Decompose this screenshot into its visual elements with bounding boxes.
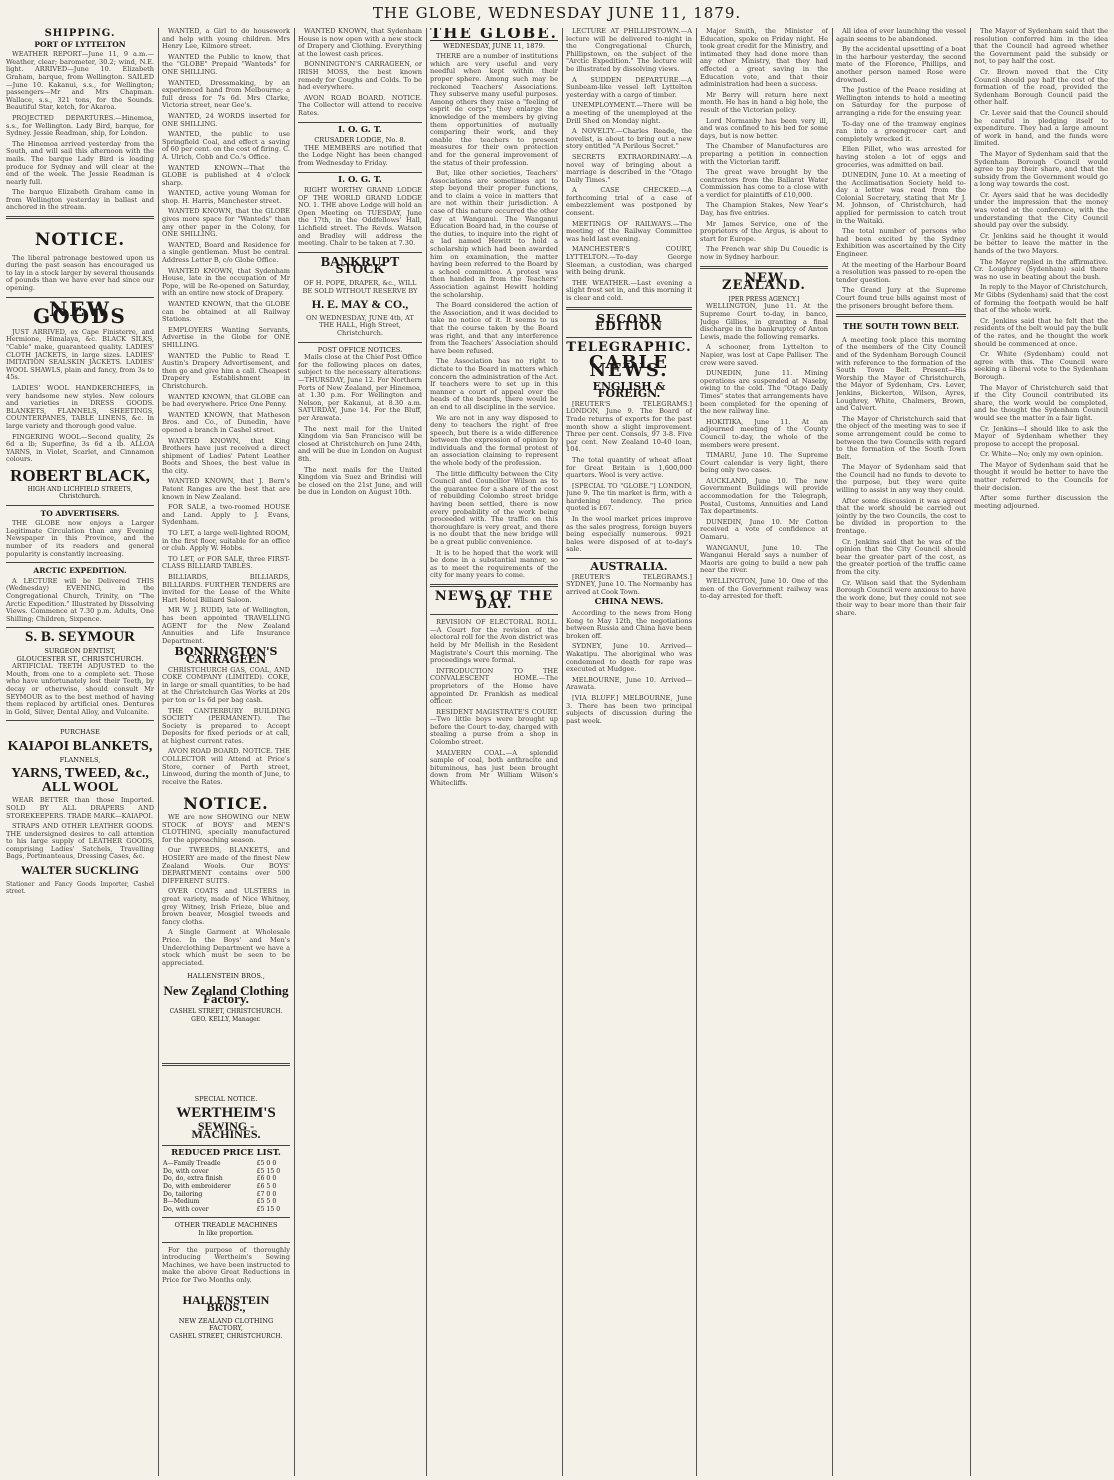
- crusader-text: THE MEMBERS are notified that the Lodge Night has been changed from Wednesday to Friday.: [298, 143, 422, 167]
- divider: [836, 314, 966, 317]
- divider: [298, 122, 422, 123]
- shipping-heading: SHIPPING.: [44, 28, 116, 39]
- sewing-heading: SEWING - MACHINES.: [191, 1119, 261, 1142]
- purchase-label: PURCHASE: [60, 728, 100, 737]
- clothing-notice-text: WE are now SHOWING our NEW STOCK of BOYS' and MEN'S CLOTHING, specially manufactured for the approaching season. Our TWEEDS, BLANKETS, and HOSIERY are made of the finest New Zealand Wools. Our BOYS' DEPARTMENT contains over 500 DIFFERENT SUITS. OVER COATS and ULSTERS in great variety, made of Nice Whitney, grey Witney, Irish Frieze, blue and brown beaver, Mosgiel tweeds and fancy cloths. A Single Garment at Wholesale Price. In the Boys' and Men's Underclothing Department we have a stock which must be seen to be appreciated.: [162, 813, 290, 967]
- special-notice-heading: SPECIAL NOTICE.: [194, 1095, 258, 1104]
- gas-ad: CHRISTCHURCH GAS, COAL, AND COKE COMPANY (LIMITED). COKE, in large or small quantities, to be had at the Christchurch Gas Works at 20s per ton or 1s 6d per bag cash. THE CANTERBURY BUILDING SOCIETY (PERMANENT). The Society is prepared to Accept Deposits for fixed periods or at call, at highest current rates. AVON ROAD BOARD. NOTICE. THE COLLECTOR will Attend at Price's Store, corner of Perth street, Linwood, during the month of June, to receive the Rates.: [162, 665, 290, 786]
- telegram-text: Major Smith, the Minister of Education, spoke on Friday night. He took great credit for the Ministry, and intimated they had done more than any other Ministry, that they had effected a great saving in the Education vote, and that their administration had been a success. Mr Berry will return here next month. He has in hand a big hole, the result of the Victorian policy. Lord Normanby has been very ill, and was confined to his bed for some days, but is now better. The Chamber of Manufactures are preparing a petition in connection with the Victorian tariff. The great wave brought by the contractors from the Ballarat Water Commission has come to a close with a verdict for plaintiffs of £10,000. The Champion Stakes, New Year's Day, has five entries. Mr James Service, one of the proprietors of the Argus, is about to start for Europe. The French war ship Du Couedic is now in Sydney harbour.: [700, 28, 828, 262]
- news-text: REVISION OF ELECTORAL ROLL.—A Court for the revision of the electoral roll for the Avon district was held by Mr Mellish in the Resident Magistrate's Court this morning. The proceedings were formal. INTRODUCTION TO THE CONVALESCENT HOME.—The proprietors of the Home have appointed Dr. Frankish as medical officer. RESIDENT MAGISTRATE'S COURT.—Two little boys were brought up before the Court to-day, charged with stealing a purse from a shop in Colombo street. MALVERN COAL.—A splendid sample of coal, both anthracite and bituminous, has just been brought down from Mr William Wilson's Whitecliffs.: [430, 618, 558, 788]
- china-text: According to the news from Hong Kong to May 12th, the negotiations between Russia and China have been broken off. SYDNEY, June 10. Arrived—Wakatipu. The aboriginal who was condemned to death for rape was executed at Mudgee. MELBOURNE, June 10. Arrived—Arawata. [VIA BLUFF.] MELBOURNE, June 3. There has been two principal subjects of discussion during the past week.: [566, 609, 692, 725]
- he-may-text: ON WEDNESDAY, JUNE 4th, AT THE HALL, High Street, Christchurch.: [306, 313, 414, 337]
- column-rule: [562, 28, 563, 1476]
- divider: [162, 1242, 290, 1243]
- notice-heading-2: NOTICE.: [183, 794, 269, 814]
- masthead: THE GLOBE, WEDNESDAY JUNE 11, 1879.: [372, 4, 742, 22]
- divider: [566, 558, 692, 559]
- nz-clothing-factory: NEW ZEALAND CLOTHING FACTORY,: [178, 1316, 274, 1333]
- divider: [6, 720, 154, 721]
- second-edition-heading: SECOND EDITION: [594, 311, 664, 334]
- china-news-heading: CHINA NEWS.: [594, 597, 664, 608]
- advertisers-heading: TO ADVERTISERS.: [40, 508, 120, 518]
- walter-heading: WALTER SUCKLING: [21, 863, 139, 878]
- divider: [566, 337, 692, 338]
- column-2: [162, 28, 290, 1476]
- column-rule: [158, 28, 159, 1476]
- hallenstein-bros-heading: HALLENSTEIN BROS.,: [182, 1292, 270, 1315]
- press-agency-note: [PER PRESS AGENCY.]: [728, 295, 800, 303]
- cable-news-heading: CABLE NEWS.: [589, 352, 669, 381]
- port-heading: PORT OF LYTTELTON: [34, 39, 126, 49]
- yarns-heading: YARNS, TWEED, &c.,: [11, 766, 149, 782]
- arctic-text: A LECTURE will be Delivered THIS (Wednesday) EVENING, in the Congregational Church, Trinity, on "The Arctic Expedition." Illustrated by Dissolving Views. Commence at 7.30 p.m. Adults, One Shilling; Children, Sixpence.: [6, 576, 154, 623]
- lecture-text: LECTURE AT PHILLIPSTOWN.—A lecture will be delivered to-night in the Congregational Church, Phillipstown, on the subject of the "Arctic Expedition." The lecture will be illustrated by dissolving views. A SUDDEN DEPARTURE.—A Sunbeam-like vessel left Lyttelton yesterday with a cargo of timber. UNEMPLOYMENT.—There will be a meeting of the unemployed at the Drill Shed on Monday night. A NOVELTY.—Charles Reade, the novelist, is about to bring out a new story entitled "A Perilous Secret." SECRETS EXTRAORDINARY.—A novel way of bringing about a marriage is described in the "Otago Daily Times." A CASE CHECKED.—A forthcoming trial of a case of embezzlement was postponed by consent. MEETINGS OF RAILWAYS.—The meeting of the Railway Committee was held last evening. MANCHESTER'S COURT, LYTTELTON.—To-day George Sleeman, a custodian, was charged with being drunk. THE WEATHER.—Last evening a slight frost set in, and this morning it is clear and cold.: [566, 28, 692, 302]
- kaiapoi-heading: KAIAPOI BLANKETS,: [7, 738, 153, 754]
- new-zealand-heading: NEW ZEALAND.: [722, 270, 806, 294]
- hallenstein-bros-small: HALLENSTEIN BROS.,: [187, 972, 265, 981]
- seymour-text: ARTIFICIAL TEETH ADJUSTED to the Mouth, from one to a complete set. Those who have unfortunately lost their Teeth, by decay or otherwise, should consult Mr SEYMOUR as to the best method of having them replaced by artificial ones. Dentures in Gold, Silver, Dental Alloy, and Vulcanite.: [6, 662, 154, 716]
- telegraphic-heading: TELEGRAPHIC.: [566, 339, 692, 355]
- divider: [700, 266, 828, 269]
- kaiapoi-text: WEAR BETTER than those Imported. SOLD BY ALL DRAPERS AND STOREKEEPERS. TRADE MARK—KAIAPOI. STRAPS AND OTHER LEATHER GOODS. THE undersigned desires to call attention to his large supply of LEATHER GOODS, comprising Ladies' Satchels, Travelling Bags, Portmanteaus, Dressing Cases, &c.: [6, 796, 154, 861]
- divider: [6, 627, 154, 628]
- column-rule: [696, 28, 697, 1476]
- divider: [298, 252, 422, 253]
- australia-text: [REUTER'S TELEGRAMS.] SYDNEY, June 10. The Normanby has arrived at Cook Town.: [566, 572, 692, 596]
- divider: [6, 562, 154, 563]
- price-table: A—Family Treadle £5 0 0 Do, with cover £5 15 0 Do, do, extra finish £6 0 0 Do, with embroiderer £6 5 0 Do, tailoring £7 0 0 B—Medium £5 5 0 Do, with cover £5 15 0: [163, 1160, 281, 1213]
- column-rule: [832, 28, 833, 1476]
- column-7: [836, 28, 966, 1476]
- new-goods-heading: NEW GOODS: [33, 296, 127, 329]
- bankrupt-heading: BANKRUPT STOCK: [320, 254, 400, 278]
- robert-black-address: HIGH AND LICHFIELD STREETS, Christchurch.: [27, 485, 133, 501]
- divider: [162, 1145, 290, 1146]
- column-3: [298, 28, 422, 1476]
- globe-title: THE GLOBE.: [430, 28, 558, 42]
- divider: [298, 342, 422, 343]
- south-town-belt-heading: THE SOUTH TOWN BELT.: [843, 321, 959, 332]
- divider: [6, 216, 154, 219]
- cashel-street: CASHEL STREET, CHRISTCHURCH.: [169, 1332, 283, 1340]
- hallenstein-address: CASHEL STREET, CHRISTCHURCH. GEO. KELLY, Manager.: [169, 1008, 283, 1023]
- australia-heading: AUSTRALIA.: [590, 560, 668, 574]
- column-1: [6, 28, 154, 1476]
- notice-heading: NOTICE.: [34, 230, 126, 251]
- divider: [162, 1063, 290, 1066]
- worthy-text: RIGHT WORTHY GRAND LODGE OF THE WORLD GRAND LODGE NO. 1. THE above Lodge will hold an Open Meeting on TUESDAY, June the 17th, in the Oddfellows' Hall, Lichfield street. The Revds. Watson and Bradley will address the meeting. Chair to be taken at 7.30.: [298, 186, 422, 248]
- kaiapoi-sub: FLANNELS,: [59, 755, 101, 764]
- post-office-notices: Mails close at the Chief Post Office for the following places on dates, subject to the necessary alterations:—THURSDAY, June 12. For Northern Ports of New Zealand, per Hinemoa, at 1.30 p.m. For Wellington and Nelson, per Kakanui, at 8.30 a.m. SATURDAY, June 14. For the Bluff, per Arawata. The next mail for the United Kingdom via San Francisco will be closed at Christchurch on June 24th, and will be due in London on August 8th. The next mails for the United Kingdom via Suez and Brindisi will be closed on the 21st June, and will be due in London on August 10th.: [298, 353, 422, 497]
- column-rule: [426, 28, 427, 1476]
- divider: [430, 584, 558, 587]
- walter-text: Stationer and Fancy Goods Importer, Cashel street.: [6, 880, 154, 896]
- other-treadle-heading: OTHER TREADLE MACHINES: [174, 1221, 278, 1230]
- south-town-belt-text: A meeting took place this morning of the members of the City Council and of the Sydenham Borough Council with reference to the formation of the South Town Belt. Present—His Worship the Mayor of Christchurch, the Mayor of Sydenham, Crs. Lever, Jenkins, Bickerton, Wilson, Ayres, Loughrey, White, Chalmers, Brown, and Calvert. The Mayor of Christchurch said that the object of the meeting was to see if some arrangement could be come to between the two Councils with regard to the formation of the South Town Belt. The Mayor of Sydenham said that the Council had no funds to devote to the purpose, but they were quite willing to assist in any way they could. After some discussion it was agreed that the work should be carried out jointly by the two Councils, the cost to be divided in proportion to the frontage. Cr. Jenkins said that he was of the opinion that the City Council should bear the greater part of the cost, as the greater portion of the traffic came from the city. Cr. Wilson said that the Sydenham Borough Council were anxious to have the work done, but they could not see their way to bear more than their fair share.: [836, 335, 966, 617]
- shipping-text: WEATHER REPORT—June 11, 9 a.m.—Weather, clear; barometer, 30.2; wind, N.E. light. ARRIVED—June 10. Elizabeth Graham, barque, from Wellington. SAILED—June 10. Kakanui, s.s., for Wellington; passengers—Mr and Mrs Chapman. Wallace, s.s., 321 tons, for the Sounds. Beautiful Star, ketch, for Akaroa. PROJECTED DEPARTURES.—Hinemoa, s.s., for Wellington. Lady Bird, barque, for Sydney. Jessie Readman, ship, for London. The Hinemoa arrived yesterday from the South, and will sail this afternoon with the mails. The barque Lady Bird is loading produce for Sydney and will clear at the end of the week. The Jessie Readman is nearly full. The barque Elizabeth Graham came in from Wellington yesterday in ballast and anchored in the stream.: [6, 50, 154, 212]
- seymour-heading: S. B. SEYMOUR: [24, 629, 136, 646]
- post-office-heading: POST OFFICE NOTICES.: [317, 345, 403, 354]
- post-office-text: WANTED KNOWN, that Sydenham House is now open with a new stock of Drapery and Clothing. Everything at the lowest cash prices. BONNINGTON'S CARRAGEEN, or IRISH MOSS, the best known remedy for Coughs and Colds. To be had everywhere. AVON ROAD BOARD. NOTICE. The Collector will attend to receive Rates.: [298, 28, 422, 117]
- column-5: [566, 28, 692, 1476]
- column-4: [430, 28, 558, 1476]
- news-heading: NEWS OF THE DAY.: [434, 588, 554, 612]
- seymour-address: GLOUCESTER ST., CHRISTCHURCH.: [16, 654, 144, 663]
- reduced-price-heading: REDUCED PRICE LIST.: [171, 1147, 281, 1158]
- sewing-text: For the purpose of thoroughly introducing Wertheim's Sewing Machines, we have been instructed to make the above Great Reductions in Price for Two Months only.: [162, 1245, 290, 1284]
- bankrupt-text: OF H. POPE, DRAPER, &c., WILL BE SOLD WITHOUT RESERVE BY: [302, 279, 418, 295]
- cable-text: [REUTER'S TELEGRAMS.] LONDON, June 9. The Board of Trade returns of exports for the past month show a slight improvement. Three per cent. Consols, 97 3-8. Five per cent. New Zealand 10-40 loan, 104. The total quantity of wheat afloat for Great Britain is 1,600,000 quarters. Wool is very active. [SPECIAL TO "GLOBE."] LONDON, June 9. The tin market is firm, with a hardening tendency. The price quoted is £67. In the wool market prices improve as the sales progress, foreign buyers being especially numerous. 9921 bales were disposed of at to-day's sale.: [566, 399, 692, 554]
- crusader-heading: CRUSADER LODGE, No. 8.: [314, 136, 406, 145]
- bonnington-heading: BONNINGTON'S CARRAGEEN: [174, 645, 278, 666]
- iogt-heading-2: I. O. G. T.: [338, 174, 382, 185]
- divider: [298, 172, 422, 173]
- new-goods-text: JUST ARRIVED, ex Cape Finisterre, and Hermione, Himalaya, &c. BLACK SILKS, "Cable" make, guaranteed quality. LADIES' CLOTH JACKETS, in large sizes. LADIES' IMITATION SEALSKIN JACKETS. LADIES' WOOL SHAWLS, plain and fancy, from 3s to 45s. LADIES' WOOL HANDKERCHIEFS, in very handsome new styles. New colours and varieties in DRESS GOODS. BLANKETS, FLANNELS, SHEETINGS, COUNTERPANES, TABLE LINENS, &c. In large variety and thorough good value. FINGERING WOOL—Second quality, 2s 6d a lb; Superfine, 3s 6d a lb. ALLOA YARNS, in Violet, Scarlet, and Cinnamon colours.: [6, 327, 154, 464]
- hallenstein-heading: New Zealand Clothing Factory.: [163, 982, 289, 1006]
- advertisers-text: THE GLOBE now enjoys a Larger Legitimate Circulation than any Evening Newspaper in this Province, and the number of its readers and general popularity is constantly increasing.: [6, 519, 154, 558]
- divider: [430, 614, 558, 615]
- divider: [566, 307, 692, 310]
- divider: [6, 505, 154, 506]
- column-rule: [294, 28, 295, 1476]
- south-town-belt-text-2: The Mayor of Sydenham said that the resolution conferred him in the idea that the Council had agreed whether the Government paid the subsidy or not, to pay half the cost. Cr. Brown moved that the City Council should pay half the cost of the formation of the road, provided the Sydenham Borough Council paid the other half. Cr. Lever said that the Council should be careful in pledging itself to expenditure. They had a large amount of work in hand, and the funds were limited. The Mayor of Sydenham said that the Sydenham Borough Council would agree to pay their share, and that the subsidy from the Government would go a long way towards the cost. Cr. Ayers said that he was decidedly under the impression that the money was voted at the conference, with the understanding that the City Council should pay over the subsidy. Cr. Jenkins said he thought it would be better to leave the matter in the hands of the two Mayors. The Mayor replied in the affirmative. Cr. Loughrey (Sydenham) said there was no use in beating about the bush. In reply to the Mayor of Christchurch, Mr Gibbs (Sydenham) said that the cost of forming the footpath would be half that of the whole work. Cr. Jenkins said that he felt that the residents of the belt would pay the bulk of the rates, and he thought the work should be commenced at once. Cr. White (Sydenham) could not agree with this. The Council were seeking a liberal vote to the Sydenham Borough. The Mayor of Christchurch said that if the City Council contributed its share, the work would be completed, and he thought the Sydenham Council would see the matter in a fair light. Cr. Jenkins—I should like to ask the Mayor of Sydenham whether they propose to accept the proposal. Cr. White—No; only my own opinion. The Mayor of Sydenham said that he thought it would be better to have the matter referred to the Councils for their decision. After some further discussion the meeting adjourned.: [974, 28, 1108, 510]
- column-8: [974, 28, 1108, 1476]
- english-foreign-heading: ENGLISH & FOREIGN.: [592, 379, 666, 401]
- divider: [162, 1217, 290, 1218]
- nz-text: WELLINGTON, June 11. At the Supreme Court to-day, in banco, Judge Gillies, in granting a final discharge in the bankruptcy of Anton Lewis, made the following remarks. A schooner, from Lyttelton to Napier, was lost at Cape Palliser. The crew were saved. DUNEDIN, June 11. Mining operations are suspended at Naseby, owing to the cold. The "Otago Daily Times" states that arrangements have been completed for the opening of the new railway line. HOKITIKA, June 11. At an adjourned meeting of the County Council to-day, the whole of the members were present. TIMARU, June 10. The Supreme Court calendar is very light, there being only two cases. AUCKLAND, June 10. The new Government Buildings will provide accommodation for the Telegraph, Postal, Customs, Annuities and Land Tax departments. DUNEDIN, June 10. Mr Cotton received a vote of confidence at Oamaru. WANGANUI, June 10. The Wanganui Herald says a number of Maoris are going to build a new pah near the river. WELLINGTON, June 10. One of the men of the Government railway was to-day arrested for theft.: [700, 302, 828, 601]
- arctic-heading: ARCTIC EXPEDITION.: [33, 566, 127, 576]
- iogt-heading-1: I. O. G. T.: [338, 124, 382, 135]
- notice-text: The liberal patronage bestowed upon us during the past season has encouraged us to lay in a stock larger by several thousands of pounds than we have ever had since our opening.: [6, 253, 154, 293]
- he-may-heading: H. E. MAY & CO.,: [311, 297, 409, 312]
- column-6: [700, 28, 828, 1476]
- seymour-sub: SURGEON DENTIST,: [44, 647, 116, 655]
- column-rule: [970, 28, 971, 1476]
- other-treadle-sub: In like proportion.: [198, 1230, 254, 1237]
- all-wool-heading: ALL WOOL: [41, 779, 119, 795]
- leader-text: THERE are a number of institutions which are very useful and very needful when kept within their proper sphere. Among such may be reckoned Teachers' Associations. They subserve many useful purposes. Among others they raise a "feeling of esprit de corps"; they enlarge the knowledge of the members by giving them opportunities of mutually comparing their work, and they enable the teachers to present measures for their own protection and for the general improvement of the status of their profession. But, like other societies, Teachers' Associations are sometimes apt to step beyond their proper functions, and to claim a voice in matters that are not within their jurisdiction. A case of this nature occurred the other day at Wanganui. The Wanganui Education Board had, in the course of the duties, to inquire into the right of a lad named Hewitt to hold a scholarship which had been awarded him on examination, the matter having been referred to the Board by a school committee. A protest was then handed in from the Teachers' Association against Hewitt holding the scholarship. The Board considered the action of the Association, and it was decided to take no notice of it. It seems to us that the course taken by the Board was right, and that any interference from the Teachers' Association should have been refused. The Association has no right to dictate to the Board in matters which concern the administration of the Act. If teachers were to set up in this manner a court of appeal over the heads of the boards, there would be an end to all discipline in the service. We are not in any way disposed to deny to teachers the right of free speech, but there is a wide difference between the expression of opinion by individuals and the formal protest of an association claiming to represent the whole body of the profession. The little difficulty between the City Council and Councillor Wilson as to the guarantee for a share of the cost of rebuilding Colombo street bridge having been settled, there is now every probability of the work being proceeded with. The traffic on this thoroughfare is very great, and there is no doubt that the new bridge will be a great public convenience. It is to be hoped that the work will be done in a substantial manner, so as to meet the requirements of the city for many years to come.: [430, 52, 558, 580]
- wanted-ads: WANTED, a Girl to do housework and help with young children. Mrs Henry Lee, Kilmore street. WANTED the Public to know, that the "GLOBE" Prepaid "Wanteds" for ONE SHILLING. WANTED, Dressmaking, by an experienced hand from Melbourne; a full dress for 7s 6d. Mrs Clarke, Victoria street, near Gee's. WANTED, 24 WORDS inserted for ONE SHILLING. WANTED, the public to use Springfield Coal, and effect a saving of 60 per cent. on the cost of firing. C. A. Ulrich, Cobb and Co.'s Office. WANTED KNOWN—That the GLOBE is published at 4 o'clock sharp. WANTED, active young Woman for shop. H. Harris, Manchester street. WANTED KNOWN, that the GLOBE gives more space for "Wanteds" than any other paper in the Colony, for ONE SHILLING. WANTED, Board and Residence for a single gentleman. Must be central. Address Letter B, c/o Globe Office. WANTED KNOWN, that Sydenham House, late in the occupation of Mr Pope, will be Re-opened on Saturday, with an entire new stock of Drapery. WANTED KNOWN, that the GLOBE can be obtained at all Railway Stations. EMPLOYERS Wanting Servants, Advertise in the Globe for ONE SHILLING. WANTED the Public to Read T. Austin's Drapery Advertisement, and then go and give him a call. Cheapest Drapery Establishment in Christchurch. WANTED KNOWN, that GLOBE can be had everywhere. Price One Penny. WANTED KNOWN, that Matheson Bros. and Co., of Dunedin, have opened a branch in Cashel street. WANTED KNOWN, that King Brothers have just received a direct shipment of Ladies' Patent Leather Boots and Shoes, the best value in the city. WANTED KNOWN, that J. Bern's Patent Ranges are the best that are known in New Zealand. FOR SALE, a two-roomed HOUSE and Land. Apply to J. Evans, Sydenham. TO LET, a large well-lighted ROOM, in the first floor, suitable for an office or club. Apply W. Hobbs. TO LET, or FOR SALE, three FIRST-CLASS BILLIARD TABLES. BILLIARDS, BILLIARDS, BILLIARDS. FURTHER TENDERS are invited for the Lease of the White Hart Hotel Billiard Saloon. MR W. J. RUDD, late of Wellington, has been appointed TRAVELLING AGENT for the New Zealand Annuities and Life Insurance Department.: [162, 28, 290, 645]
- telegram-text-2: All idea of ever launching the vessel again seems to be abandoned. By the accidental upsetting of a boat in the harbour yesterday, the second mate of the Florence, Phillips, and another person named Rose were drowned. The Justice of the Peace residing at Wellington intends to hold a meeting on Saturday for the purpose of arranging a ride for the ensuing year. To-day one of the tramway engines ran into a greengrocer cart and completely wrecked it. Ellen Fillet, who was arrested for having stolen a lot of eggs and groceries, was admitted on bail. DUNEDIN, June 10. At a meeting of the Acclimatisation Society held to-day a letter was read from the Colonial Secretary, stating that Mr J. M. Johnson, of Christchurch, had applied for permission to catch trout in the Waitaki. The total number of persons who had been excited by the Sydney Exhibition was ascertained by the City Engineer. At the meeting of the Harbour Board a resolution was passed to re-open the tender question. The Grand Jury at the Supreme Court found true bills against most of the prisoners brought before them.: [836, 28, 966, 310]
- globe-date: WEDNESDAY, JUNE 11, 1879.: [443, 41, 545, 50]
- wertheim-heading: WERTHEIM'S: [176, 1104, 276, 1121]
- robert-black-heading: ROBERT BLACK,: [10, 465, 150, 485]
